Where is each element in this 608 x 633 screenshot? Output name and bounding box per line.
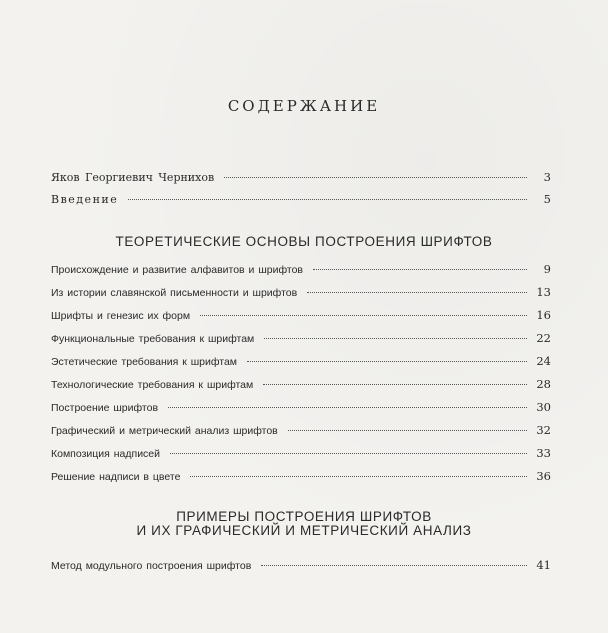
toc-entry-page: 32 [536,423,551,437]
toc-entry-label: Введение [51,193,119,206]
toc-entry-page: 33 [536,446,551,460]
toc-entry-page: 28 [536,377,551,391]
dot-leader [200,315,527,316]
dot-leader [261,565,527,566]
toc-entry-label: Построение шрифтов [51,402,159,414]
toc-entry-author[interactable] [51,170,551,186]
section-heading-examples-line1: ПРИМЕРЫ ПОСТРОЕНИЯ ШРИФТОВ [176,509,432,524]
dot-leader [288,430,527,431]
dot-leader [224,177,527,178]
toc-entry-page: 13 [536,285,551,299]
toc-entry[interactable] [51,331,551,347]
dot-leader [313,269,527,270]
toc-entry[interactable] [51,446,551,462]
toc-entry-page: 5 [543,192,551,206]
toc-entry[interactable] [51,558,551,574]
toc-entry[interactable] [51,400,551,416]
dot-leader [263,384,527,385]
toc-entry[interactable] [51,262,551,278]
section-heading-examples-line2: И ИХ ГРАФИЧЕСКИЙ И МЕТРИЧЕСКИЙ АНАЛИЗ [136,523,472,538]
toc-entry[interactable] [51,354,551,370]
contents-title: СОДЕРЖАНИЕ [227,97,381,115]
toc-entry-label: Композиция надписей [51,448,161,460]
section-heading-theory: ТЕОРЕТИЧЕСКИЕ ОСНОВЫ ПОСТРОЕНИЯ ШРИФТОВ [115,234,493,249]
dot-leader [168,407,527,408]
toc-entry-label: Эстетические требования к шрифтам [51,356,238,368]
toc-entry-page: 41 [536,558,551,572]
dot-leader [170,453,527,454]
dot-leader [307,292,527,293]
toc-entry-page: 3 [543,170,551,184]
dot-leader [190,476,527,477]
toc-entry[interactable] [51,469,551,485]
toc-entry-introduction[interactable] [51,192,551,208]
toc-entry[interactable] [51,423,551,439]
toc-entry[interactable] [51,285,551,301]
toc-entry-label: Графический и метрический анализ шрифтов [51,425,278,437]
toc-entry-label: Решение надписи в цвете [51,471,181,483]
toc-entry-page: 30 [536,400,551,414]
toc-entry-label: Технологические требования к шрифтам [51,379,254,391]
toc-entry-label: Яков Георгиевич Чернихов [51,171,215,184]
toc-entry[interactable] [51,377,551,393]
toc-entry-page: 22 [536,331,551,345]
toc-entry-label: Шрифты и генезис их форм [51,310,191,322]
toc-entry[interactable] [51,308,551,324]
toc-entry-label: Функциональные требования к шрифтам [51,333,255,345]
toc-entry-page: 36 [536,469,551,483]
toc-entry-page: 9 [543,262,551,276]
toc-entry-label: Метод модульного построения шрифтов [51,560,252,572]
toc-entry-page: 16 [536,308,551,322]
toc-entry-page: 24 [536,354,551,368]
dot-leader [247,361,527,362]
dot-leader [264,338,527,339]
toc-entry-label: Из истории славянской письменности и шрифтов [51,287,298,299]
toc-entry-label: Происхождение и развитие алфавитов и шрифтов [51,264,303,276]
dot-leader [128,199,527,200]
